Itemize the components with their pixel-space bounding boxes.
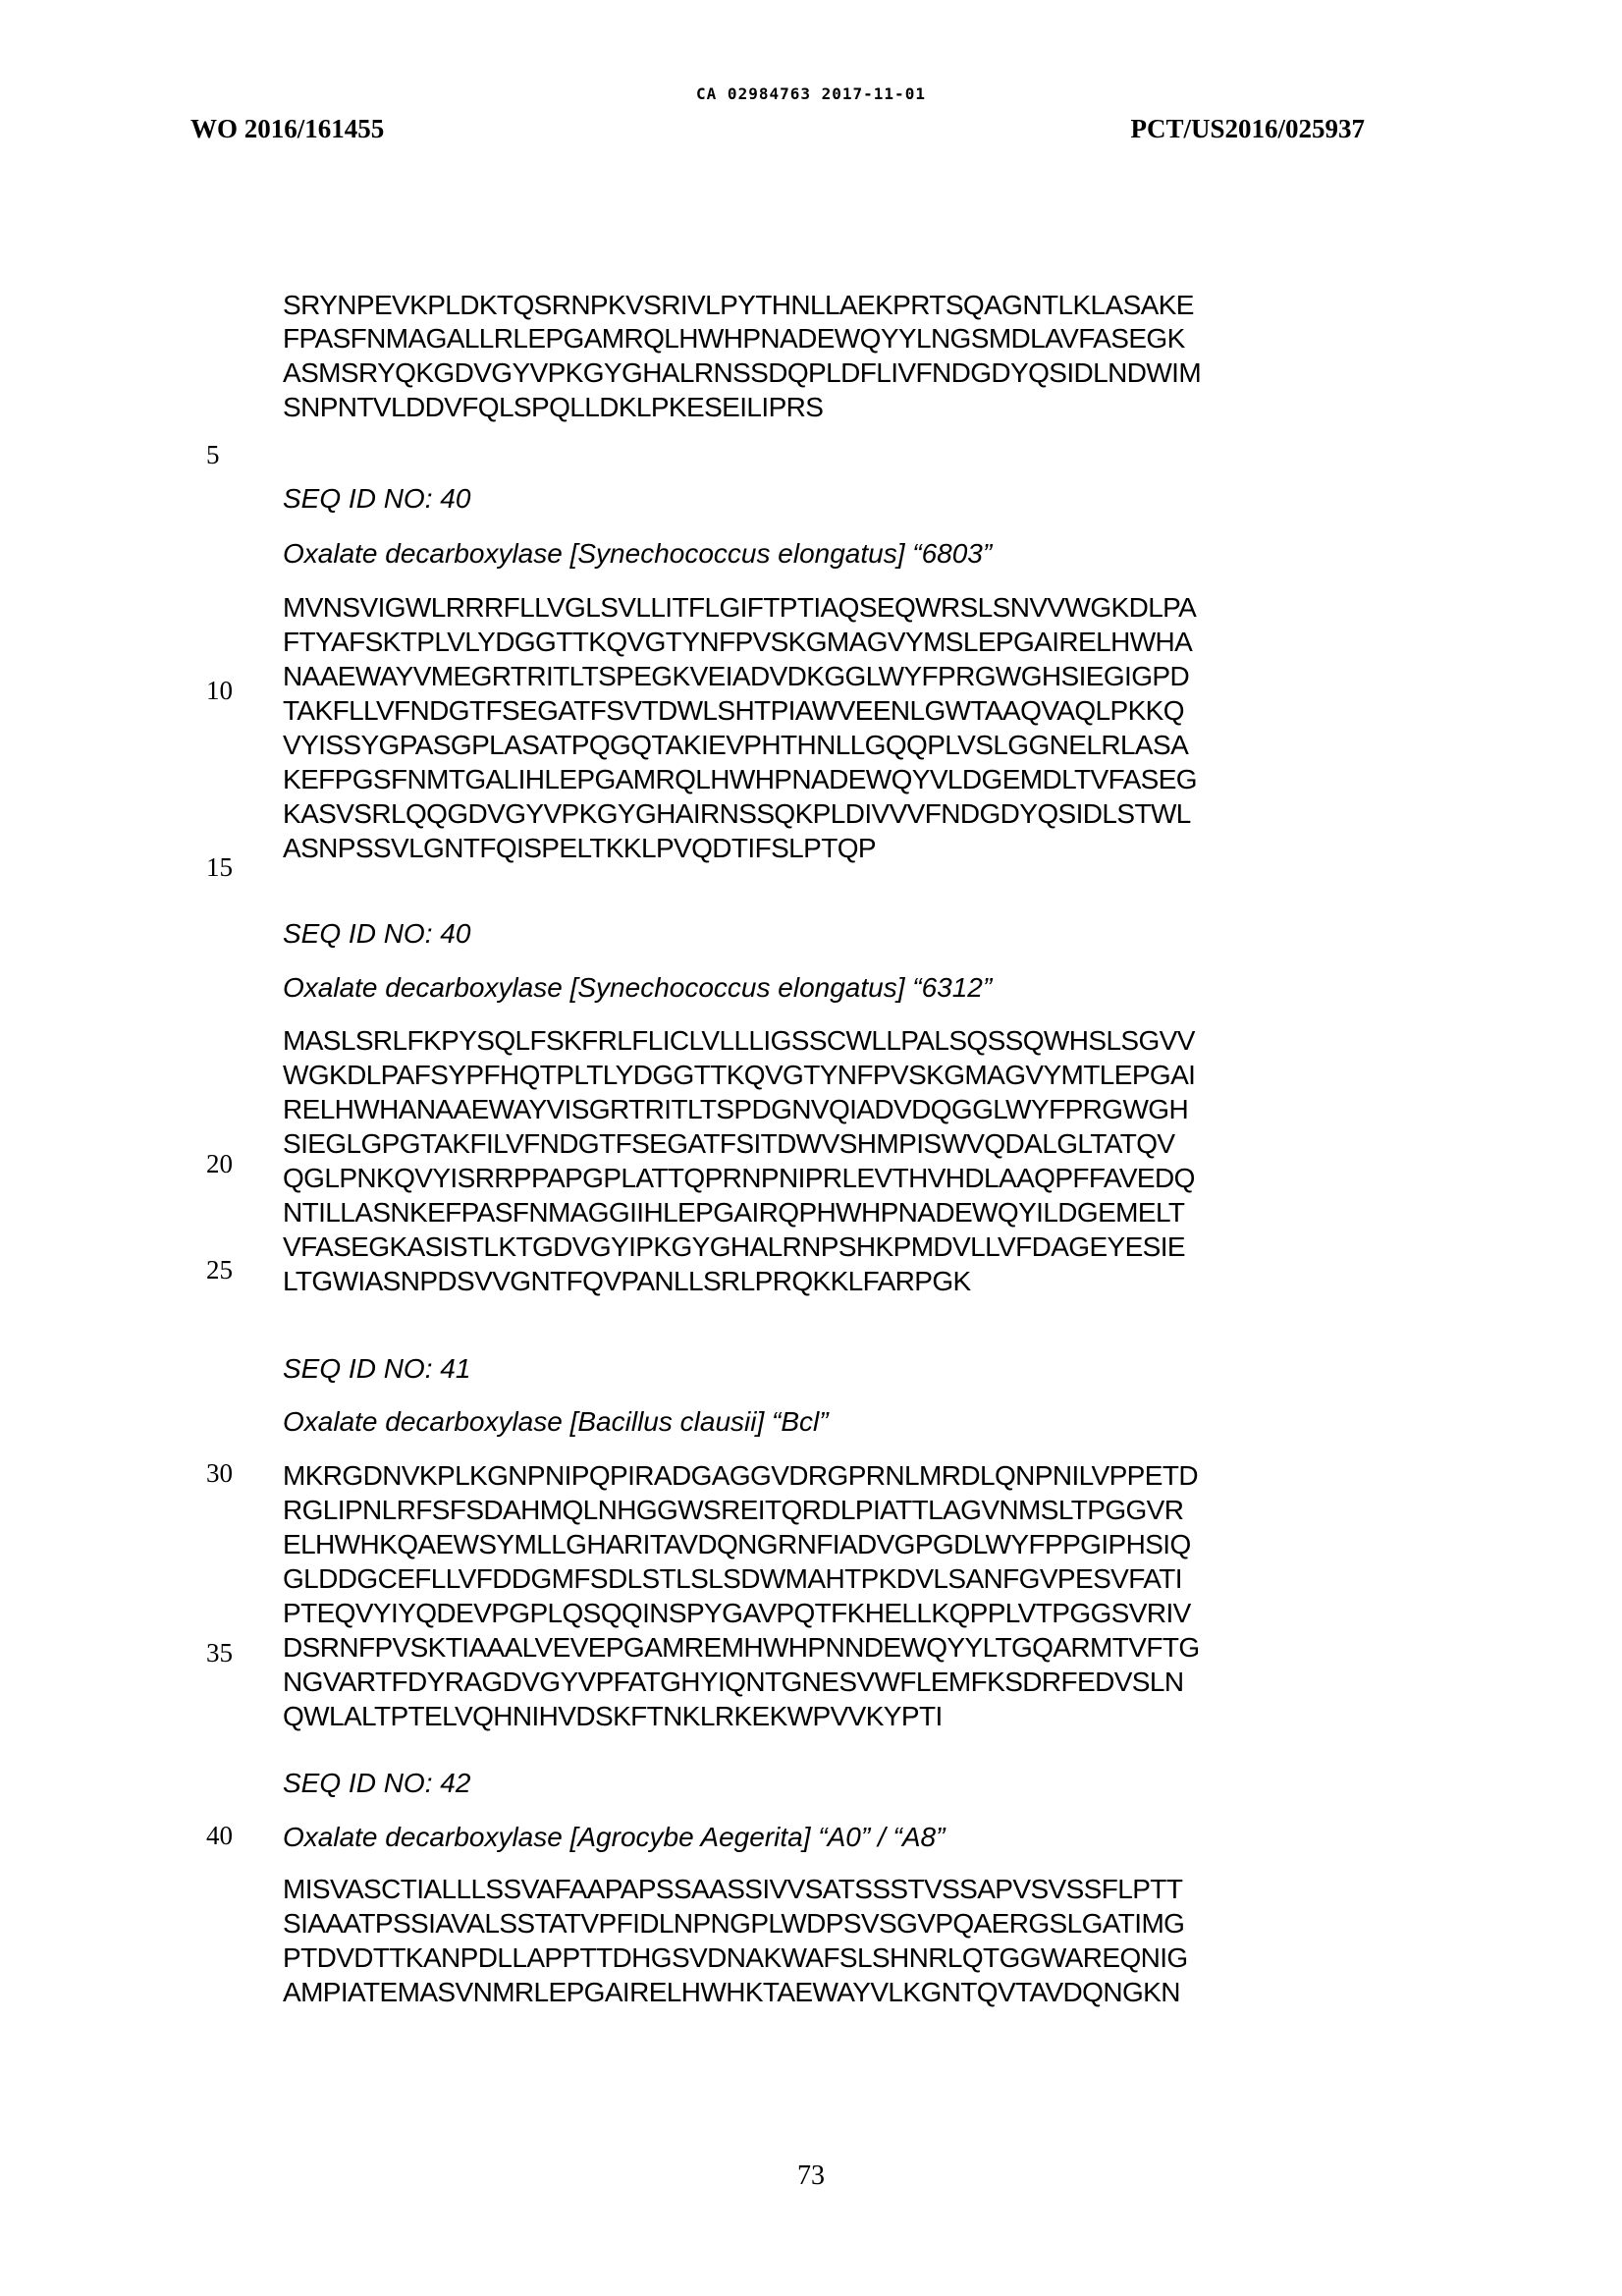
sequence-line: SIAAATPSSIAVALSSTATVPFIDLNPNGPLWDPSVSGVPQAERGSLGATIMG (283, 1908, 1185, 1939)
sequence-line: AMPIATEMASVNMRLEPGAIRELHWHKTAEWAYVLKGNTQVTAVDQNGKN (283, 1977, 1180, 2007)
sequence-line: KEFPGSFNMTGALIHLEPGAMRQLHWHPNADEWQYVLDGEMDLTVFASEG (283, 764, 1197, 794)
sequence-line: RELHWHANAAEWAYVISGRTRITLTSPDGNVQIADVDQGGLWYFPRGWGH (283, 1094, 1189, 1124)
line-number: 5 (206, 440, 220, 469)
sequence-title: Oxalate decarboxylase [Synechococcus elongatus] “6803” (283, 538, 993, 569)
sequence-line: MVNSVIGWLRRRFLLVGLSVLLITFLGIFTPTIAQSEQWRSLSNVVWGKDLPA (283, 592, 1197, 623)
ca-reference: CA 02984763 2017-11-01 (696, 84, 926, 103)
sequence-line: SRYNPEVKPLDKTQSRNPKVSRIVLPYTHNLLAEKPRTSQAGNTLKLASAKE (283, 290, 1194, 320)
line-number: 30 (206, 1458, 233, 1488)
sequence-line: LTGWIASNPDSVVGNTFQVPANLLSRLPRQKKLFARPGK (283, 1266, 971, 1296)
line-number: 35 (206, 1638, 233, 1667)
page-number: 73 (797, 2160, 825, 2191)
sequence-line: SIEGLGPGTAKFILVFNDGTFSEGATFSITDWVSHMPISWVQDALGLTATQV (283, 1128, 1175, 1159)
sequence-line: GLDDGCEFLLVFDDGMFSDLSTLSLSDWMAHTPKDVLSANFGVPESVFATI (283, 1563, 1182, 1594)
sequence-line: FTYAFSKTPLVLYDGGTTKQVGTYNFPVSKGMAGVYMSLEPGAIRELHWHA (283, 627, 1193, 657)
line-number: 15 (206, 852, 233, 882)
sequence-line: MISVASCTIALLLSSVAFAAPAPSSAASSIVVSATSSSTVSSAPVSVSSFLPTT (283, 1874, 1183, 1904)
sequence-line: KASVSRLQQGDVGYVPKGYGHAIRNSSQKPLDIVVVFNDGDYQSIDLSTWL (283, 798, 1191, 829)
sequence-line: NGVARTFDYRAGDVGYVPFATGHYIQNTGNESVWFLEMFKSDRFEDVSLN (283, 1667, 1184, 1697)
line-number: 10 (206, 676, 233, 705)
seq-id-heading: SEQ ID NO: 42 (283, 1768, 471, 1798)
sequence-line: DSRNFPVSKTIAAALVEVEPGAMREMHWHPNNDEWQYYLTGQARMTVFTG (283, 1632, 1200, 1663)
sequence-line: NAAEWAYVMEGRTRITLTSPEGKVEIADVDKGGLWYFPRGWGHSIEGIGPD (283, 661, 1190, 691)
wo-publication-number: WO 2016/161455 (190, 114, 385, 143)
sequence-line: PTDVDTTKANPDLLAPPTTDHGSVDNAKWAFSLSHNRLQTGGWAREQNIG (283, 1942, 1188, 1973)
sequence-line: ASMSRYQKGDVGYVPKGYGHALRNSSDQPLDFLIVFNDGDYQSIDLNDWIM (283, 357, 1202, 388)
seq-id-heading: SEQ ID NO: 41 (283, 1353, 471, 1384)
sequence-line: PTEQVYIYQDEVPGPLQSQQINSPYGAVPQTFKHELLKQPPLVTPGGSVRIV (283, 1598, 1191, 1628)
sequence-title: Oxalate decarboxylase [Synechococcus elongatus] “6312” (283, 972, 993, 1003)
pct-application-number: PCT/US2016/025937 (1130, 114, 1365, 143)
line-number: 40 (206, 1821, 233, 1850)
sequence-line: MASLSRLFKPYSQLFSKFRLFLICLVLLLIGSSCWLLPALSQSSQWHSLSGVV (283, 1025, 1195, 1056)
sequence-line: QWLALTPTELVQHNIHVDSKFTNKLRKEKWPVVKYPTI (283, 1701, 943, 1731)
sequence-line: SNPNTVLDDVFQLSPQLLDKLPKESEILIPRS (283, 392, 824, 422)
sequence-line: TAKFLLVFNDGTFSEGATFSVTDWLSHTPIAWVEENLGWTAAQVAQLPKKQ (283, 695, 1184, 726)
sequence-title: Oxalate decarboxylase [Agrocybe Aegerita] “A0” / “A8” (283, 1822, 946, 1852)
seq-id-heading: SEQ ID NO: 40 (283, 483, 471, 514)
sequence-title: Oxalate decarboxylase [Bacillus clausii] “Bcl” (283, 1406, 829, 1437)
sequence-line: FPASFNMAGALLRLEPGAMRQLHWHPNADEWQYYLNGSMDLAVFASEGK (283, 323, 1185, 354)
sequence-line: VFASEGKASISTLKTGDVGYIPKGYGHALRNPSHKPMDVLLVFDAGEYESIE (283, 1231, 1186, 1262)
line-number: 20 (206, 1149, 233, 1178)
seq-id-heading: SEQ ID NO: 40 (283, 918, 471, 949)
line-number: 25 (206, 1255, 233, 1285)
sequence-line: ASNPSSVLGNTFQISPELTKKLPVQDTIFSLPTQP (283, 833, 876, 863)
sequence-line: VYISSYGPASGPLASATPQGQTAKIEVPHTHNLLGQQPLVSLGGNELRLASA (283, 730, 1189, 760)
sequence-line: RGLIPNLRFSFSDAHMQLNHGGWSREITQRDLPIATTLAGVNMSLTPGGVR (283, 1495, 1184, 1525)
sequence-line: NTILLASNKEFPASFNMAGGIIHLEPGAIRQPHWHPNADEWQYILDGEMELT (283, 1197, 1185, 1228)
sequence-line: MKRGDNVKPLKGNPNIPQPIRADGAGGVDRGPRNLMRDLQNPNILVPPETD (283, 1460, 1198, 1491)
sequence-line: ELHWHKQAEWSYMLLGHARITAVDQNGRNFIADVGPGDLWYFPPGIPHSIQ (283, 1529, 1191, 1559)
sequence-line: QGLPNKQVYISRRPPAPGPLATTQPRNPNIPRLEVTHVHDLAAQPFFAVEDQ (283, 1163, 1195, 1193)
sequence-line: WGKDLPAFSYPFHQTPLTLYDGGTTKQVGTYNFPVSKGMAGVYMTLEPGAI (283, 1060, 1196, 1090)
